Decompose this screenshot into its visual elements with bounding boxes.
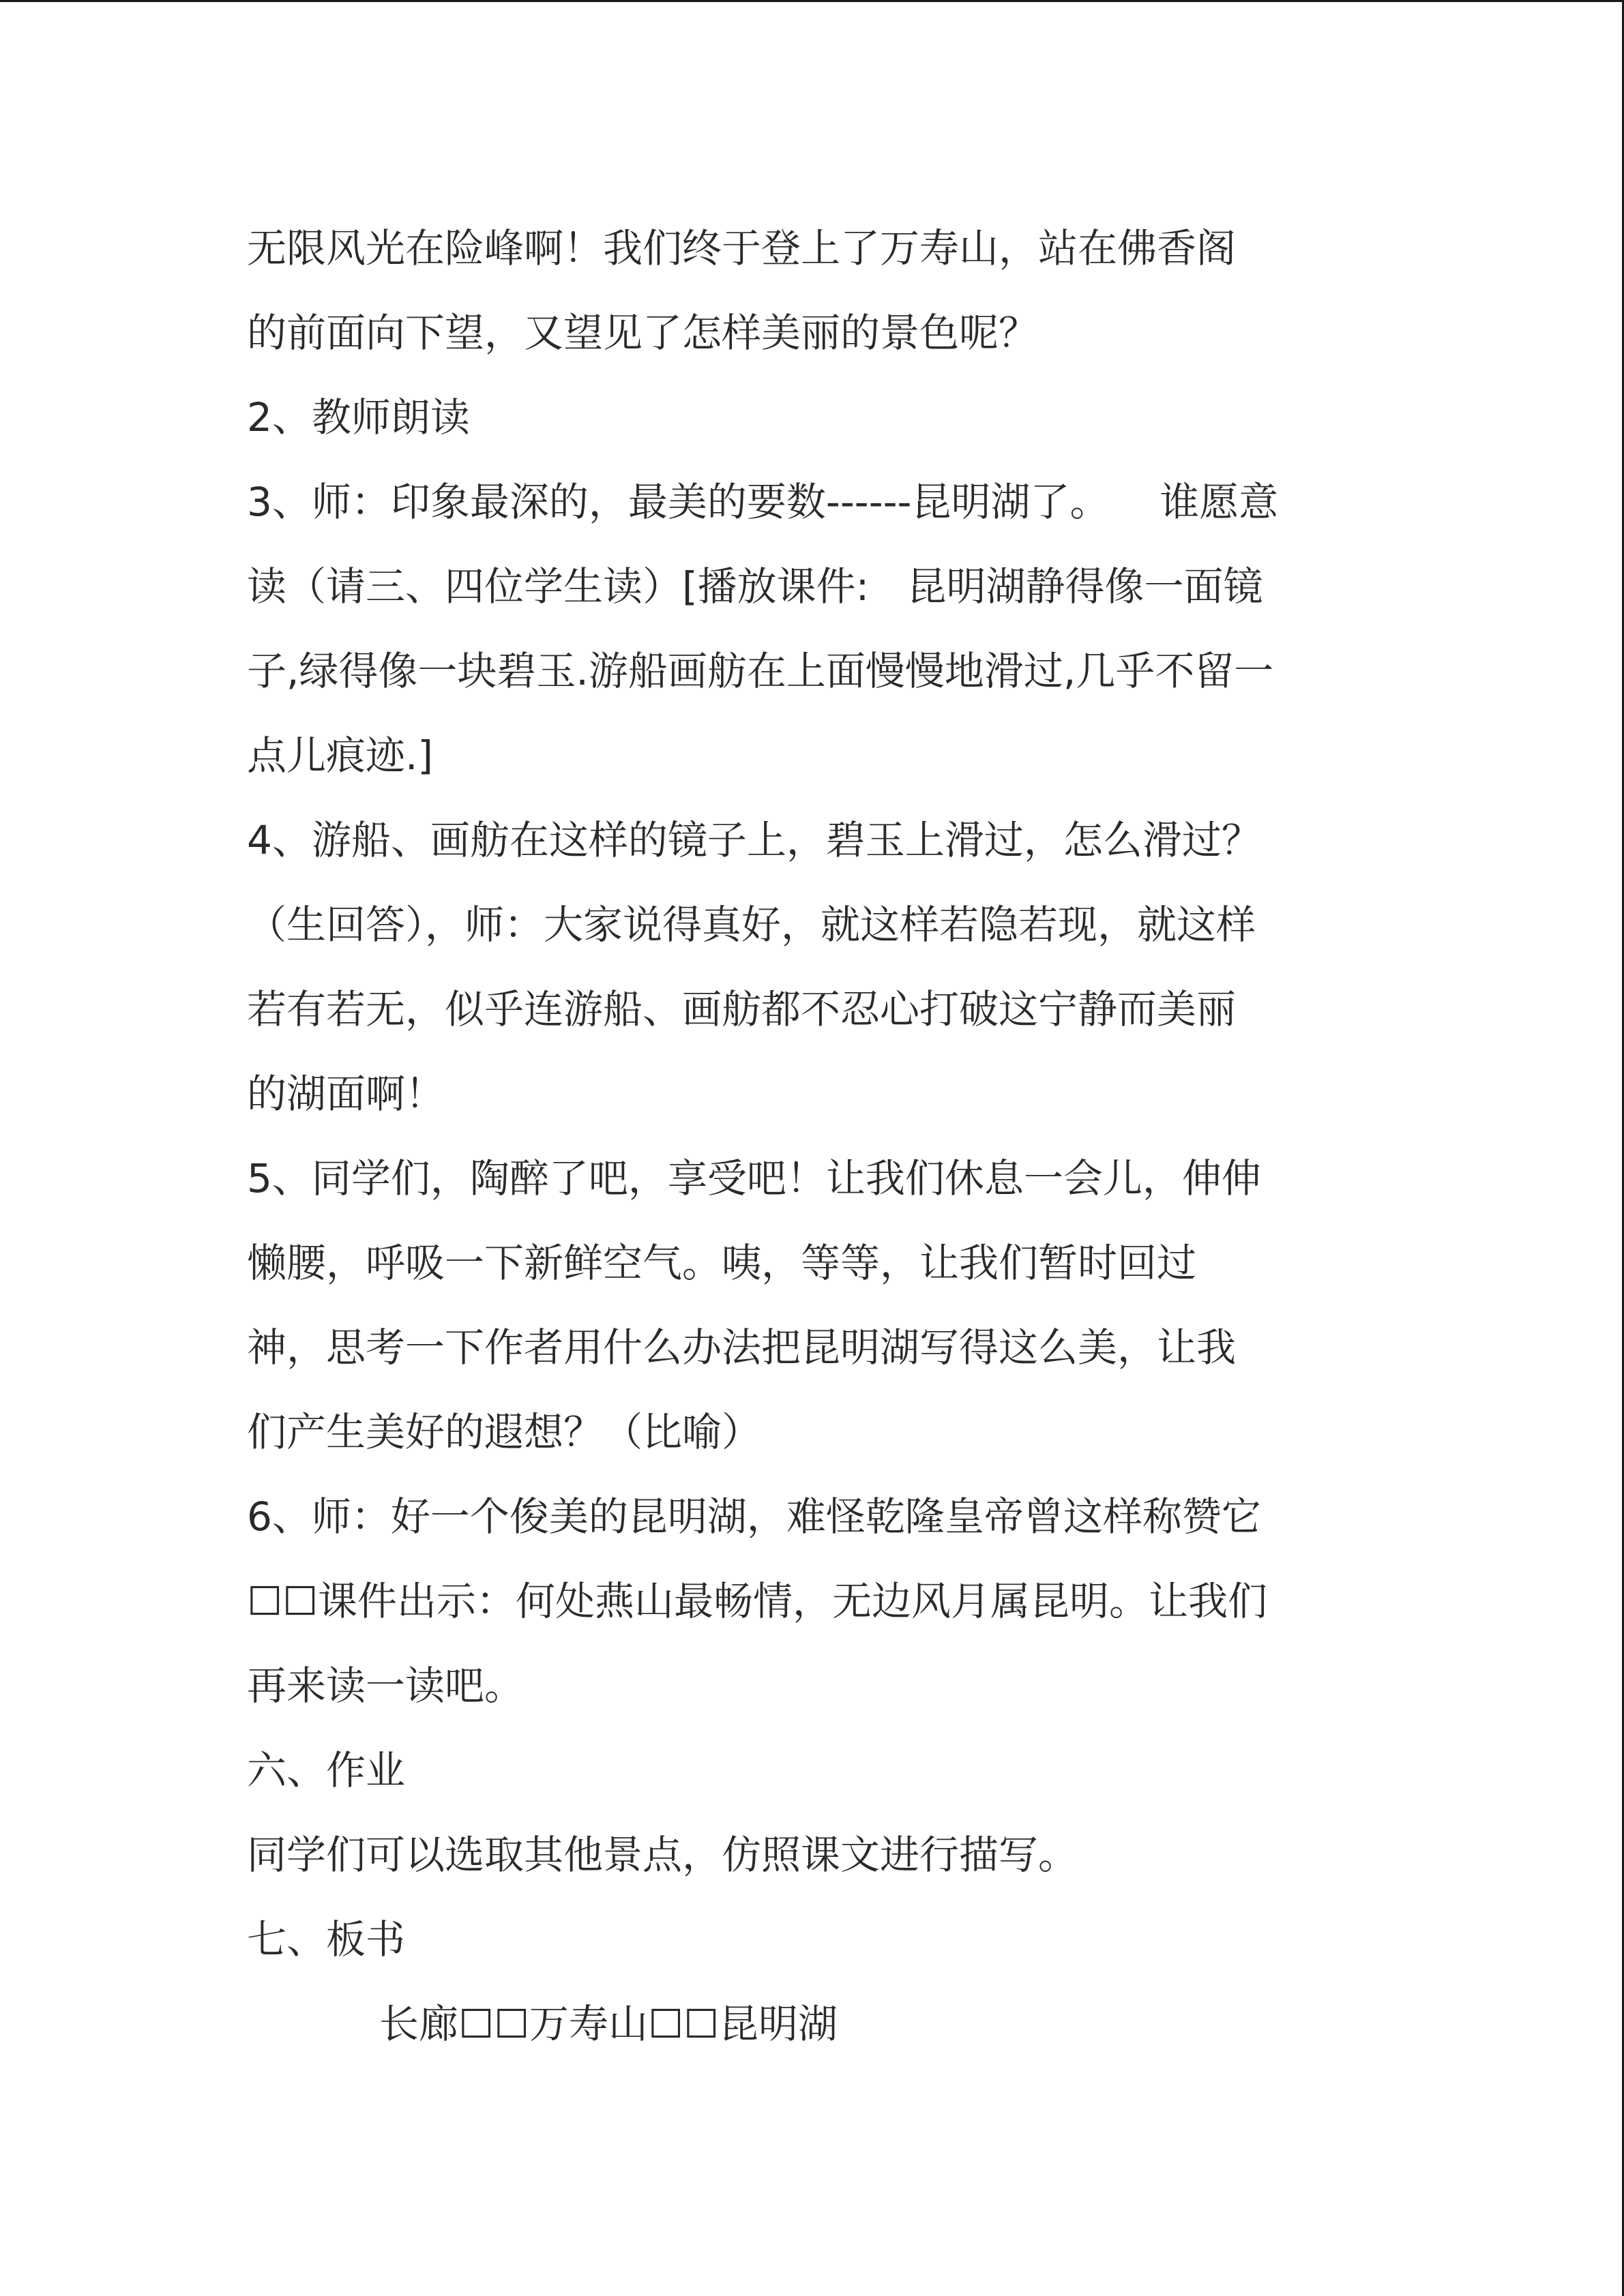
paragraph-line: 再来读一读吧。 [247,1663,525,1709]
paragraph-line: 无限风光在险峰啊！我们终于登上了万寿山，站在佛香阁 [247,225,1237,271]
paragraph-line: 们产生美好的遐想？（比喻） [247,1409,762,1455]
section-item-4: 4、游船、画舫在这样的镜子上，碧玉上滑过，怎么滑过？ [247,817,1261,863]
paragraph-line: 的前面向下望，又望见了怎样美丽的景色呢？ [247,310,1039,356]
document-body [247,206,1379,2066]
blackboard-outline: 长廊☐☐万寿山☐☐昆明湖 [379,2001,838,2047]
paragraph-line: 的湖面啊！ [247,1071,445,1117]
heading-homework: 六、作业 [247,1747,406,1793]
paragraph-line: （生回答），师：大家说得真好，就这样若隐若现，就这样 [247,901,1256,948]
section-item-3: 3、师：印象最深的，最美的要数------昆明湖了。 谁愿意 [247,479,1279,525]
section-item-5: 5、同学们，陶醉了吧，享受吧！让我们休息一会儿，伸伸 [247,1155,1261,1202]
paragraph-line: 点儿痕迹.] [247,732,434,779]
paragraph-line: 懒腰，呼吸一下新鲜空气。咦，等等，让我们暂时回过 [247,1240,1197,1286]
section-item-2: 2、教师朗读 [247,394,470,441]
paragraph-line: 同学们可以选取其他景点，仿照课文进行描写。 [247,1832,1078,1878]
paragraph-line: ☐☐课件出示：何处燕山最畅情，无边风月属昆明。让我们 [247,1578,1267,1624]
heading-blackboard: 七、板书 [247,1916,406,1963]
paragraph-line: 神，思考一下作者用什么办法把昆明湖写得这么美，让我 [247,1324,1237,1371]
section-item-6: 6、师：好一个俊美的昆明湖，难怪乾隆皇帝曾这样称赞它 [247,1493,1261,1540]
paragraph-line: 读（请三、四位学生读）[播放课件: 昆明湖静得像一面镜 [247,563,1263,610]
paragraph-line: 若有若无，似乎连游船、画舫都不忍心打破这宁静而美丽 [247,986,1237,1032]
paragraph-line: 子,绿得像一块碧玉.游船画舫在上面慢慢地滑过,几乎不留一 [247,648,1274,694]
